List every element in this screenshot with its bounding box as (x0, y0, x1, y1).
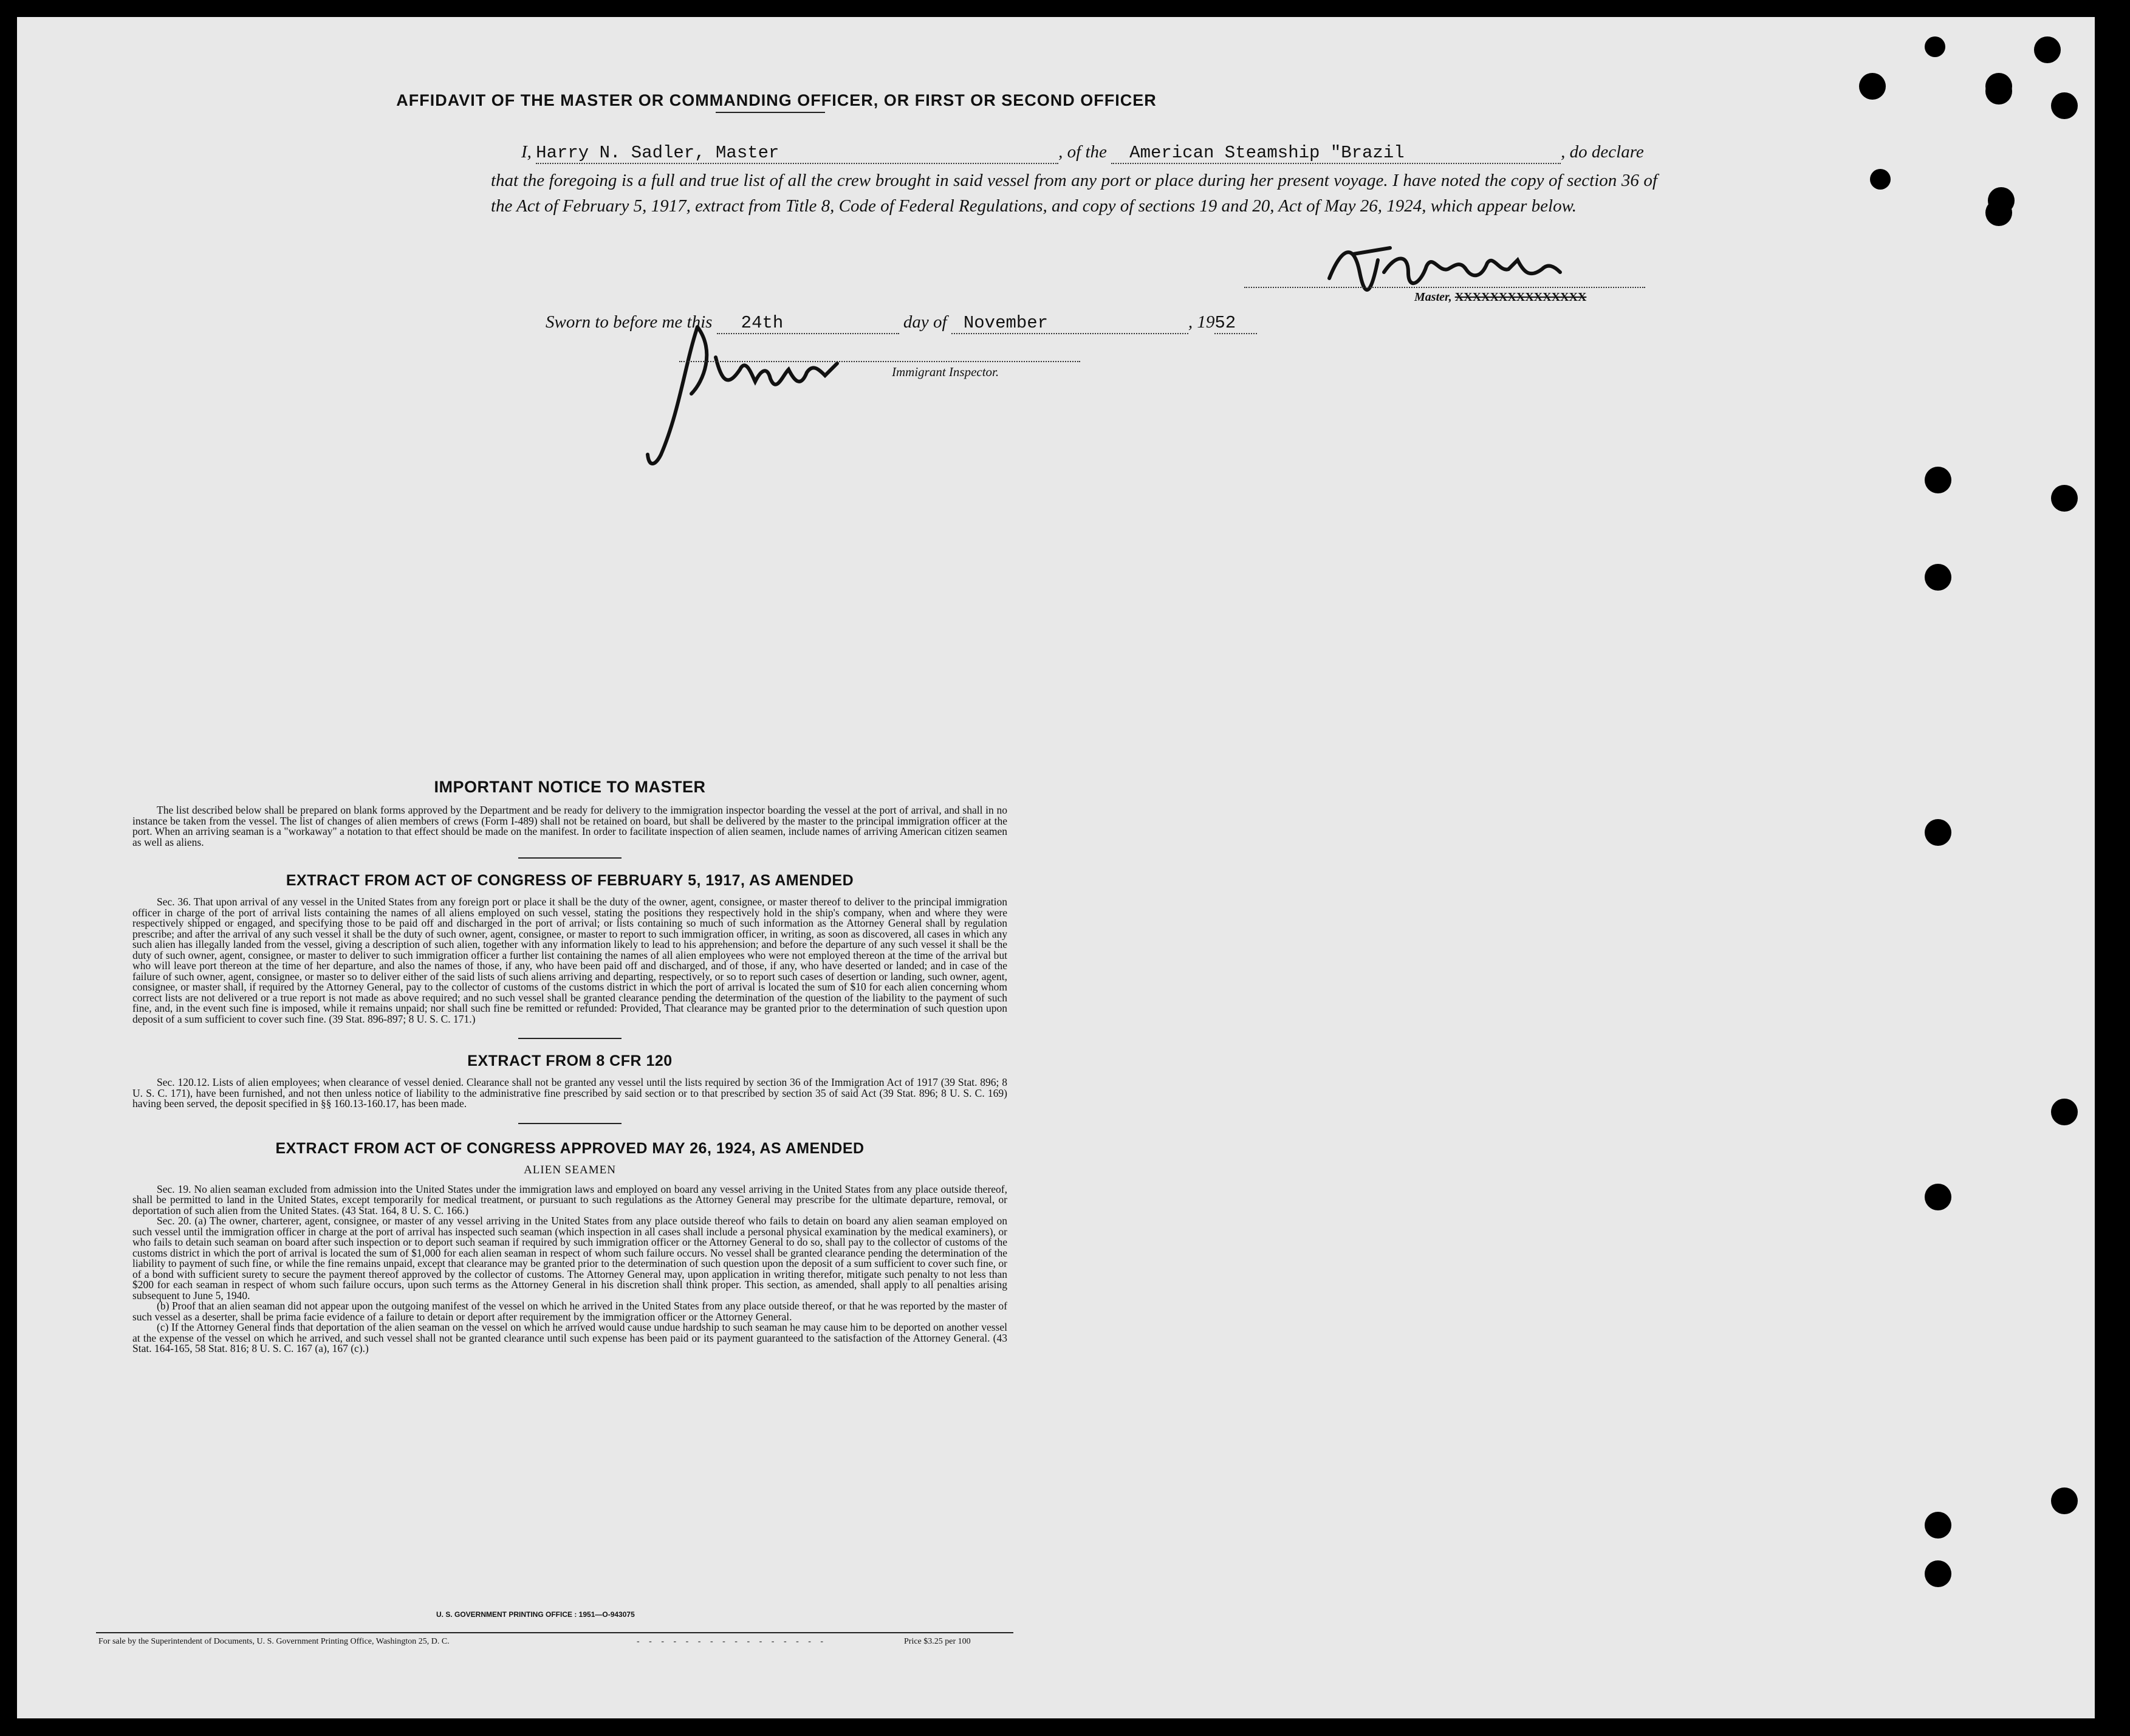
for-sale-text: For sale by the Superintendent of Documents, U. S. Government Printing Office, Washington 25, D. C. (98, 1637, 450, 1646)
punch-hole (2034, 36, 2061, 63)
extract-cfr-title: EXTRACT FROM 8 CFR 120 (467, 1052, 673, 1069)
vessel-field: American Steamship "Brazil (1111, 142, 1561, 164)
master-label: Master, XXXXXXXXXXXXXXX (1414, 290, 1587, 304)
inspector-signature-line (679, 361, 1080, 362)
punch-hole (1925, 1512, 1951, 1539)
document-page (17, 17, 2095, 1718)
sworn-day-field: 24th (717, 312, 899, 334)
punch-hole (1925, 36, 1945, 57)
punch-hole (2051, 1099, 2078, 1125)
punch-hole (2051, 92, 2078, 119)
gpo-imprint: U. S. GOVERNMENT PRINTING OFFICE : 1951—O-943075 (436, 1610, 635, 1619)
year-prefix: , 19 (1188, 312, 1215, 332)
price-text: Price $3.25 per 100 (904, 1637, 971, 1646)
footer-dots: - - - - - - - - - - - - - - - - (637, 1637, 827, 1646)
affidavit-paragraph: that the foregoing is a full and true list of all the crew brought in said vessel from any port or place during her present voyage. I have noted the copy of section 36 of the Act of February 5, 1917, extract from Title 8, Code of Federal Regulations, and copy of sections 19 and 20, Act of May 26, 1924, which appear below. (491, 171, 1657, 216)
notice-text: The list described below shall be prepared on blank forms approved by the Department and be ready for delivery to the immigration inspector boarding the vessel at the port of arrival, and shall in no instance be taken from the vessel. The list of changes of alien members of crews (Form I-489) shall not be retained on board, but shall be delivered by the master to the principal immigration officer at the port. When an arriving seaman is a "workaway" a notation to that effect should be made on the manifest. In order to facilitate inspection of alien seamen, include names of arriving American citizen seamen as well as aliens. (132, 804, 1007, 848)
sec19-text: Sec. 19. No alien seaman excluded from admission into the United States under the immigration laws and employed on board any vessel arriving in the United States from any place outside thereof, shall be permitted to land in the United States, except temporarily for medical treatment, or pursuant to such regulations as the Attorney General may prescribe for the ultimate departure, removal, or deportation of such alien from the United States. (43 Stat. 164, 8 U. S. C. 166.) (132, 1182, 1007, 1216)
punch-hole (1985, 199, 2012, 226)
affidavit-line1 (521, 142, 1644, 164)
sworn-prefix: Sworn to before me this (546, 312, 713, 332)
section-divider (518, 857, 622, 859)
notice-title: IMPORTANT NOTICE TO MASTER (434, 778, 706, 796)
punch-hole (1925, 819, 1951, 846)
name-field: Harry N. Sadler, Master (536, 142, 1058, 164)
affidavit-title: AFFIDAVIT OF THE MASTER OR COMMANDING OFFICER, OR FIRST OR SECOND OFFICER (396, 91, 1157, 109)
sec20b-text: (b) Proof that an alien seaman did not appear upon the outgoing manifest of the vessel on which he arrived in the United States from any place outside thereof, or that he was reported by the master of such vessel as a deserter, shall be prima facie evidence of a failure to detain or deport after requirement by the immigration officer or the Attorney General. (132, 1300, 1007, 1323)
punch-hole (2051, 1487, 2078, 1514)
punch-hole (1925, 564, 1951, 591)
punch-hole (1870, 169, 1891, 190)
master-signature-line (1244, 287, 1645, 288)
i-prefix: I, (521, 142, 532, 162)
extract1917-title: EXTRACT FROM ACT OF CONGRESS OF FEBRUARY 5, 1917, AS AMENDED (286, 872, 854, 889)
inspector-signature (625, 315, 855, 473)
section-divider (518, 1038, 622, 1039)
day-of-text: day of (903, 312, 947, 332)
punch-hole (1985, 78, 2012, 105)
extract-cfr-text: Sec. 120.12. Lists of alien employees; when clearance of vessel denied. Clearance shall not be granted any vessel until the lists required by section 36 of the Immigration Act of 1917 (39 Stat. 896; 8 U. S. C. 171), have been furnished, and not then unless notice of liability to the administrative fine prescribed by said section or to that prescribed by section 35 of said Act (39 Stat. 896; 8 U. S. C. 169) having been served, the deposit specified in §§ 160.13-160.17, has been made. (132, 1076, 1007, 1110)
punch-hole (2051, 485, 2078, 512)
extract1917-text: Sec. 36. That upon arrival of any vessel in the United States from any foreign port or place it shall be the duty of the owner, agent, consignee, or master thereof to deliver to the principal immigration officer in charge of the port of arrival lists containing the names of all aliens employed on such vessel, stating the positions they respectively hold in the ship's company, when and where they were respectively shipped or engaged, and specifying those to be paid off and discharged in the port of arrival; or lists containing so much of such information as the Attorney General shall by regulation prescribe; and after the arrival of any such vessel it shall be the duty of such owner, agent, consignee, or master to report to such immigration officer, in writing, as soon as discovered, all cases in which any such alien has illegally landed from the vessel, giving a description of such alien, together with any information likely to lead to his apprehension; and before the departure of any such vessel it shall be the duty of such owner, agent, consignee, or master to deliver to such immigration officer a further list containing the names of all alien employees who were not employed thereon at the time of the arrival but who will leave port thereon at the time of her departure, and also the names of those, if any, who have been paid off and discharged, and of those, if any, who have deserted or landed; and in case of the failure of such owner, agent, consignee, or master so to deliver either of the said lists of such aliens arriving and departing, respectively, or so to report such cases of desertion or landing, such owner, agent, consignee, or master shall, if required by the Attorney General, pay to the collector of customs of the customs district in which the port of arrival is located the sum of $10 for each alien concerning whom correct lists are not delivered or a true report is not made as above required; and no such vessel shall be granted clearance pending the determination of the question of the liability to the payment of such fine, and, in the event such fine is imposed, while it remains unpaid; nor shall such fine be remitted or refunded: Provided, That clearance may be granted prior to the determination of such question upon deposit of a sum sufficient to cover such fine. (39 Stat. 896-897; 8 U. S. C. 171.) (132, 896, 1007, 1025)
of-the-text: , of the (1058, 142, 1107, 162)
sworn-month-field: November (951, 312, 1188, 334)
extract1924-subtitle: ALIEN SEAMEN (524, 1163, 616, 1176)
sec20c-text: (c) If the Attorney General finds that deportation of the alien seaman on the vessel on which he arrived would cause undue hardship to such seaman he may cause him to be deported on another vessel at the expense of the vessel on which he arrived, and such vessel shall not be granted clearance until such expense has been paid or its payment guaranteed to the satisfaction of the Attorney General. (43 Stat. 164-165, 58 Stat. 816; 8 U. S. C. 167 (a), 167 (c).) (132, 1321, 1007, 1354)
footer-rule (96, 1632, 1013, 1633)
punch-hole (1925, 1560, 1951, 1587)
punch-hole (1925, 467, 1951, 493)
sec20a-text: Sec. 20. (a) The owner, charterer, agent, consignee, or master of any vessel arriving in the United States from any place outside thereof who fails to detain on board any alien seaman employed on such vessel until the immigration officer in charge at the port of arrival has inspected such seaman (which inspection in all cases shall include a personal physical examination by the medical examiners), or who fails to detain such seaman on board after such inspection or to deport such seaman if required by such immigration officer or the Attorney General to do so, shall pay to the collector of customs of the customs district in which the port of arrival is located the sum of $1,000 for each alien seaman in respect of whom such failure occurs. No vessel shall be granted clearance pending the determination of the liability to payment of such fine, or while the fine remains unpaid, except that clearance may be granted prior to the determination of such question upon the deposit of a sum sufficient to cover such fine, or of a bond with sufficient surety to secure the payment thereof approved by the collector of customs. The Attorney General may, upon application in writing therefor, mitigate such penalty to not less than $200 for each seaman in respect of whom such failure occurs, upon such terms as the Attorney General in his discretion shall think proper. This section, as amended, shall apply to all penalties arising subsequent to June 5, 1940. (132, 1215, 1007, 1302)
notice-section (132, 778, 1007, 1354)
title-rule (716, 112, 825, 113)
inspector-label: Immigrant Inspector. (892, 365, 999, 379)
punch-hole (1859, 73, 1886, 100)
year-field: 52 (1214, 312, 1257, 334)
do-declare-text: , do declare (1561, 142, 1644, 162)
section-divider (518, 1123, 622, 1124)
extract1924-title: EXTRACT FROM ACT OF CONGRESS APPROVED MAY 26, 1924, AS AMENDED (275, 1139, 865, 1157)
punch-hole (1925, 1184, 1951, 1210)
